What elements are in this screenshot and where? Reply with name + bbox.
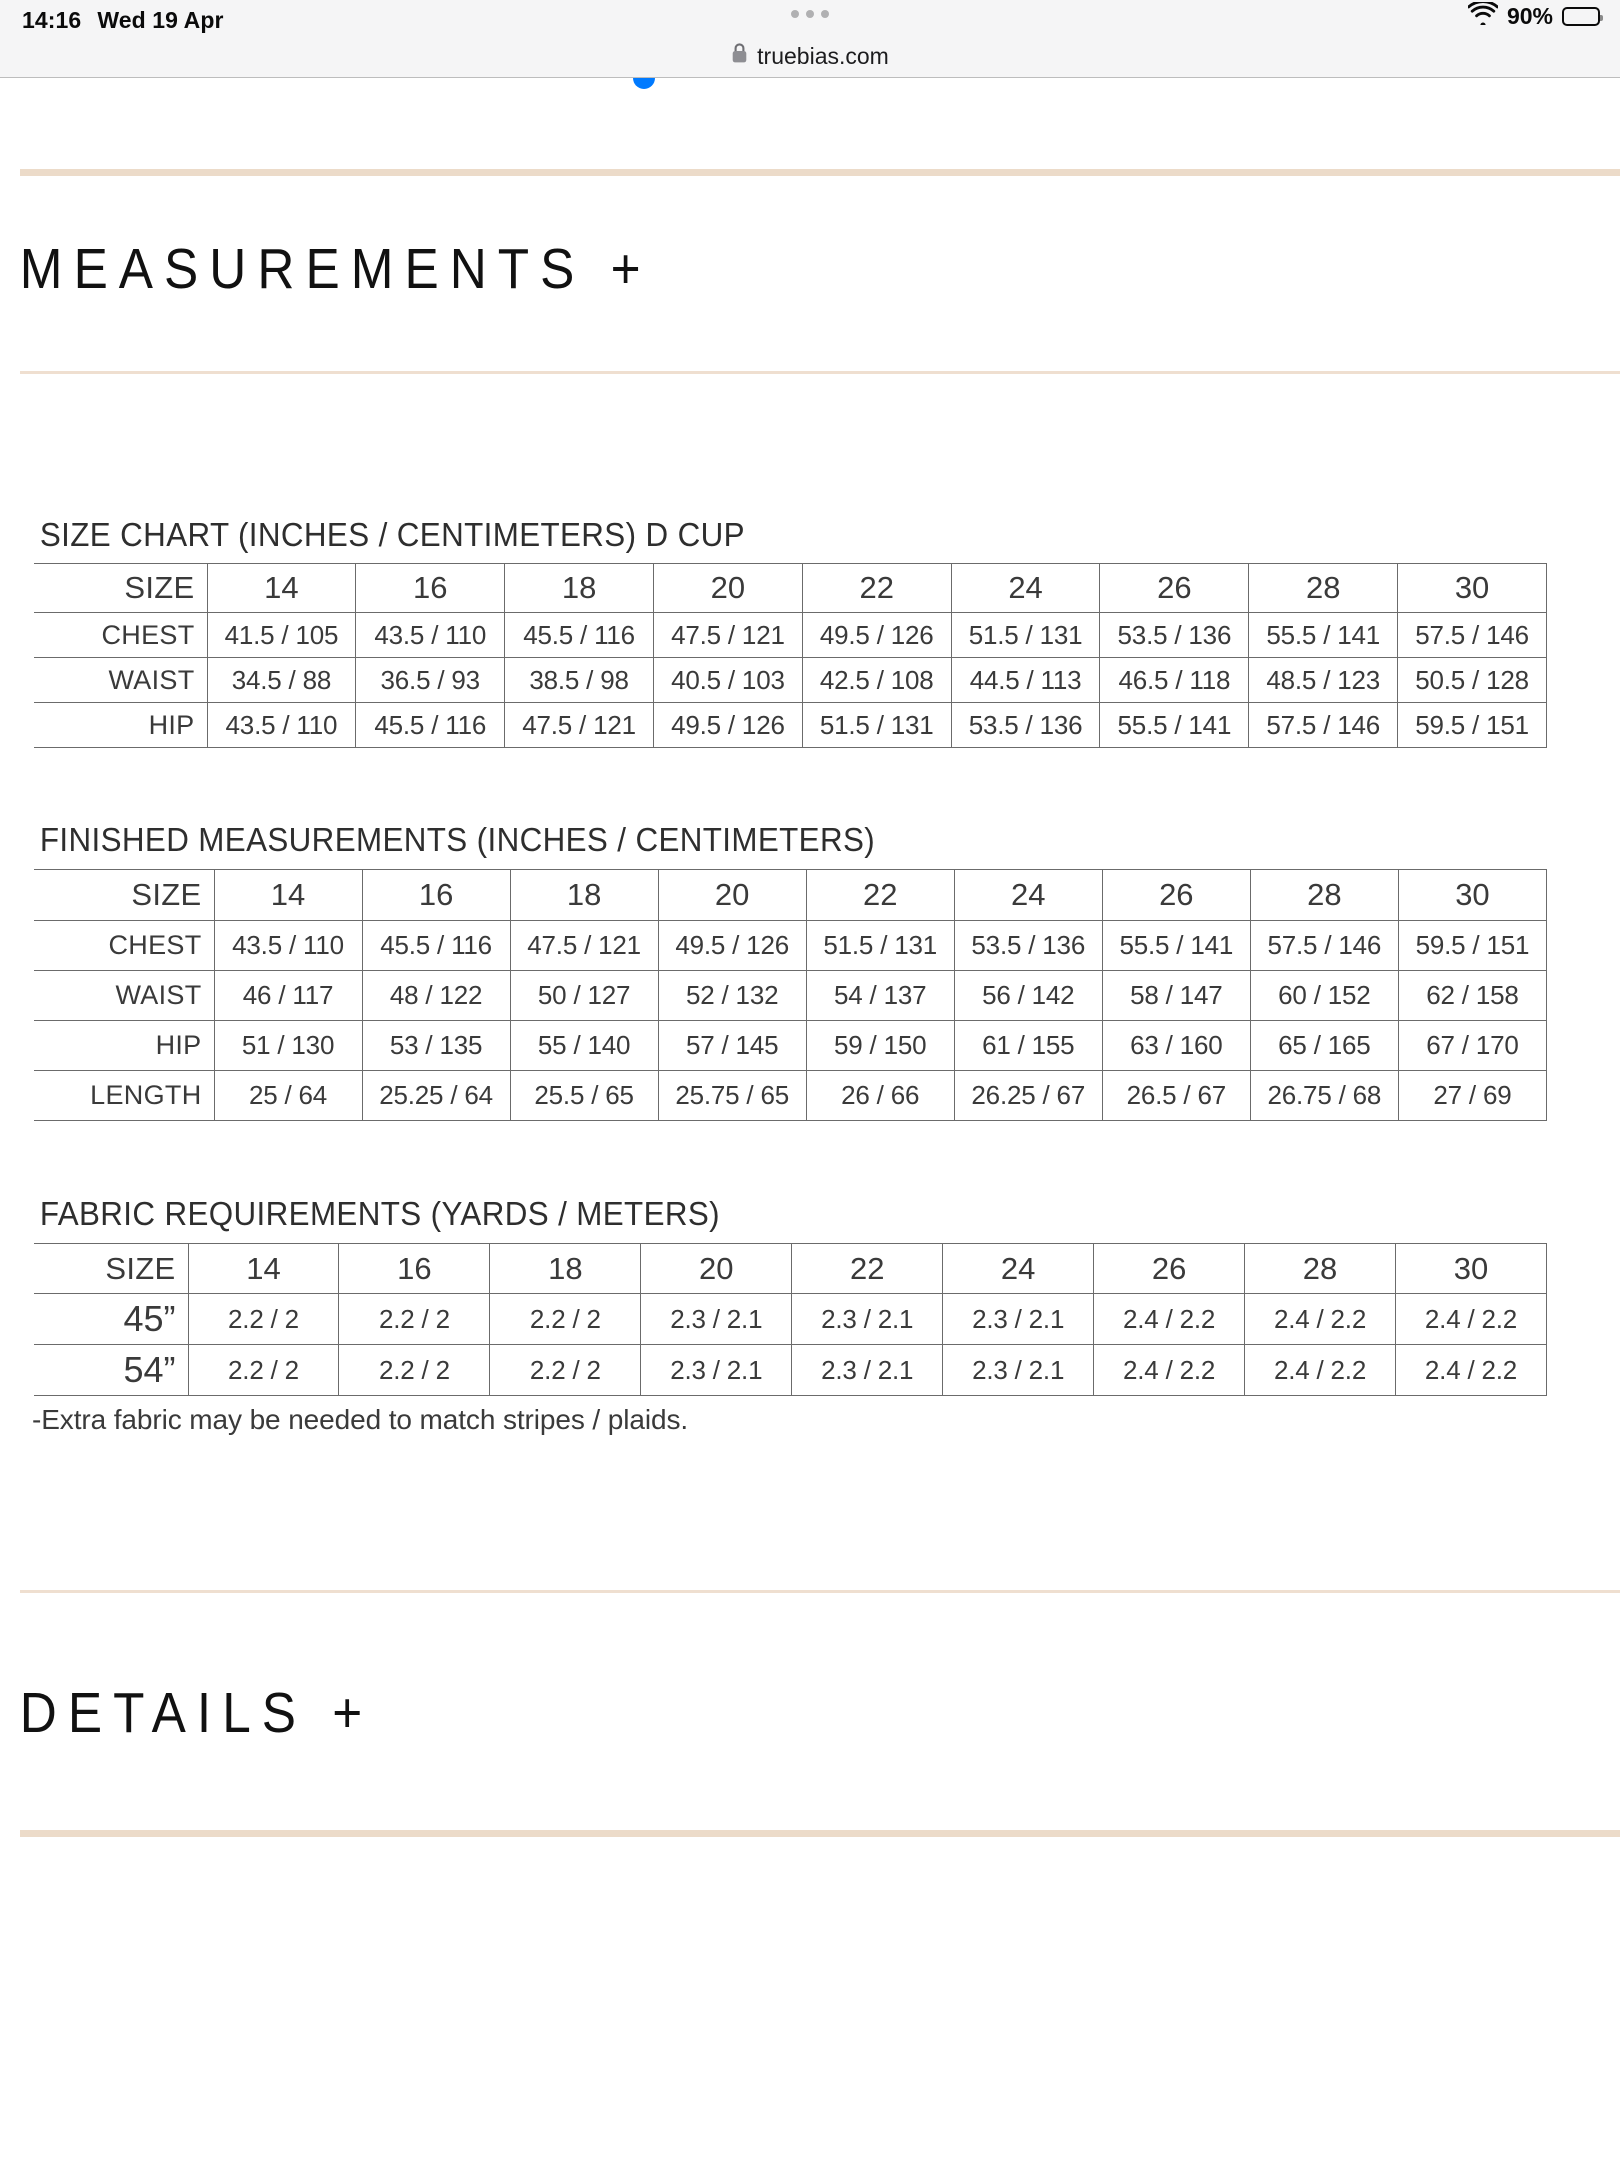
browser-chrome	[0, 0, 1620, 78]
cell: 52 / 132	[658, 971, 806, 1021]
cell: 2.3 / 2.1	[792, 1345, 943, 1396]
dot	[791, 10, 799, 18]
cell: 43.5 / 110	[207, 703, 356, 748]
cell: 63 / 160	[1102, 1021, 1250, 1071]
divider-bottom	[20, 1830, 1620, 1837]
col-header: 26	[1100, 564, 1249, 613]
cell: 26.25 / 67	[954, 1071, 1102, 1121]
table-header-row	[34, 564, 1547, 613]
cell: 47.5 / 121	[505, 703, 654, 748]
col-header: 24	[954, 870, 1102, 921]
corner-label: SIZE	[34, 1244, 188, 1294]
cell: 25 / 64	[214, 1071, 362, 1121]
section-title-finished-measurements: FINISHED MEASUREMENTS (INCHES / CENTIMETERS)	[39, 821, 876, 858]
cell: 44.5 / 113	[951, 658, 1100, 703]
cell: 2.2 / 2	[490, 1294, 641, 1345]
address-bar[interactable]	[0, 36, 1620, 76]
table-row	[34, 1021, 1547, 1071]
cell: 2.4 / 2.2	[1094, 1294, 1245, 1345]
col-header: 26	[1094, 1244, 1245, 1294]
accordion-measurements[interactable]: MEASUREMENTS +	[19, 237, 652, 301]
cell: 48.5 / 123	[1249, 658, 1398, 703]
col-header: 30	[1398, 564, 1547, 613]
table-row	[34, 613, 1547, 658]
cell: 25.25 / 64	[362, 1071, 510, 1121]
cell: 45.5 / 116	[505, 613, 654, 658]
cell: 53.5 / 136	[1100, 613, 1249, 658]
col-header: 18	[510, 870, 658, 921]
cell: 45.5 / 116	[362, 921, 510, 971]
cell: 26.75 / 68	[1250, 1071, 1398, 1121]
col-header: 20	[658, 870, 806, 921]
cell: 50.5 / 128	[1398, 658, 1547, 703]
cell: 2.4 / 2.2	[1396, 1294, 1547, 1345]
row-label: LENGTH	[34, 1071, 214, 1121]
cell: 43.5 / 110	[356, 613, 505, 658]
url-display[interactable]	[731, 42, 889, 70]
col-header: 16	[356, 564, 505, 613]
cell: 2.4 / 2.2	[1245, 1345, 1396, 1396]
section-title-fabric-requirements: FABRIC REQUIREMENTS (YARDS / METERS)	[39, 1195, 720, 1232]
cell: 54 / 137	[806, 971, 954, 1021]
cell: 46 / 117	[214, 971, 362, 1021]
dot	[806, 10, 814, 18]
cell: 53 / 135	[362, 1021, 510, 1071]
col-header: 14	[188, 1244, 339, 1294]
cell: 2.2 / 2	[490, 1345, 641, 1396]
cell: 2.2 / 2	[188, 1294, 339, 1345]
row-label: 45”	[34, 1294, 188, 1345]
cell: 59 / 150	[806, 1021, 954, 1071]
table-row	[34, 921, 1547, 971]
table-header-row	[34, 1244, 1547, 1294]
cell: 53.5 / 136	[951, 703, 1100, 748]
battery-percent-label: 90%	[1506, 3, 1553, 29]
col-header: 18	[490, 1244, 641, 1294]
col-header: 14	[214, 870, 362, 921]
col-header: 14	[207, 564, 356, 613]
col-header: 22	[802, 564, 951, 613]
cell: 55.5 / 141	[1100, 703, 1249, 748]
cell: 51 / 130	[214, 1021, 362, 1071]
row-label: WAIST	[34, 971, 214, 1021]
dot	[821, 10, 829, 18]
col-header: 22	[806, 870, 954, 921]
status-time: 14:16	[22, 6, 82, 33]
lock-icon	[731, 42, 748, 70]
col-header: 22	[792, 1244, 943, 1294]
ios-status-bar	[0, 0, 1620, 40]
cell: 48 / 122	[362, 971, 510, 1021]
fabric-footnote: -Extra fabric may be needed to match stripes / plaids.	[32, 1404, 689, 1435]
row-label: CHEST	[34, 613, 207, 658]
col-header: 28	[1245, 1244, 1396, 1294]
col-header: 28	[1249, 564, 1398, 613]
table-row	[34, 1294, 1547, 1345]
col-header: 24	[951, 564, 1100, 613]
cell: 47.5 / 121	[653, 613, 802, 658]
fabric-requirements-table	[34, 1243, 1547, 1396]
row-label: 54”	[34, 1345, 188, 1396]
page-content	[0, 78, 1620, 1837]
row-label: HIP	[34, 1021, 214, 1071]
col-header: 30	[1398, 870, 1546, 921]
col-header: 16	[339, 1244, 490, 1294]
cell: 26 / 66	[806, 1071, 954, 1121]
cell: 38.5 / 98	[505, 658, 654, 703]
table-row	[34, 1071, 1547, 1121]
cell: 2.3 / 2.1	[943, 1294, 1094, 1345]
cell: 47.5 / 121	[510, 921, 658, 971]
corner-label: SIZE	[34, 870, 214, 921]
status-bar-left	[22, 7, 224, 34]
col-header: 28	[1250, 870, 1398, 921]
row-label: HIP	[34, 703, 207, 748]
status-date: Wed 19 Apr	[97, 6, 224, 33]
cell: 36.5 / 93	[356, 658, 505, 703]
size-chart-body	[34, 564, 1547, 748]
cell: 2.4 / 2.2	[1245, 1294, 1396, 1345]
cell: 59.5 / 151	[1398, 921, 1546, 971]
col-header: 20	[653, 564, 802, 613]
cell: 61 / 155	[954, 1021, 1102, 1071]
cell: 60 / 152	[1250, 971, 1398, 1021]
cell: 2.3 / 2.1	[641, 1294, 792, 1345]
accordion-details[interactable]: DETAILS +	[19, 1681, 374, 1745]
cell: 43.5 / 110	[214, 921, 362, 971]
cell: 51.5 / 131	[802, 703, 951, 748]
cell: 2.4 / 2.2	[1396, 1345, 1547, 1396]
cell: 53.5 / 136	[954, 921, 1102, 971]
col-header: 24	[943, 1244, 1094, 1294]
table-row	[34, 1345, 1547, 1396]
cell: 25.5 / 65	[510, 1071, 658, 1121]
table-row	[34, 971, 1547, 1021]
status-bar-right	[1468, 2, 1600, 31]
cell: 56 / 142	[954, 971, 1102, 1021]
cell: 67 / 170	[1398, 1021, 1546, 1071]
cell: 55 / 140	[510, 1021, 658, 1071]
cell: 49.5 / 126	[658, 921, 806, 971]
more-dots-icon[interactable]	[791, 10, 829, 18]
cell: 51.5 / 131	[951, 613, 1100, 658]
table-header-row	[34, 870, 1547, 921]
cell: 41.5 / 105	[207, 613, 356, 658]
cell: 65 / 165	[1250, 1021, 1398, 1071]
cell: 50 / 127	[510, 971, 658, 1021]
cell: 62 / 158	[1398, 971, 1546, 1021]
finished-measurements-table	[34, 869, 1547, 1121]
cell: 27 / 69	[1398, 1071, 1546, 1121]
table-row	[34, 703, 1547, 748]
url-text: truebias.com	[757, 42, 889, 69]
divider-top	[20, 169, 1620, 176]
cell: 49.5 / 126	[653, 703, 802, 748]
cell: 42.5 / 108	[802, 658, 951, 703]
cell: 58 / 147	[1102, 971, 1250, 1021]
col-header: 18	[505, 564, 654, 613]
battery-icon	[1562, 7, 1600, 26]
col-header: 26	[1102, 870, 1250, 921]
cell: 25.75 / 65	[658, 1071, 806, 1121]
size-chart-table	[34, 563, 1547, 748]
cell: 57.5 / 146	[1250, 921, 1398, 971]
cell: 46.5 / 118	[1100, 658, 1249, 703]
cell: 45.5 / 116	[356, 703, 505, 748]
cell: 2.4 / 2.2	[1094, 1345, 1245, 1396]
cell: 2.3 / 2.1	[792, 1294, 943, 1345]
cell: 55.5 / 141	[1102, 921, 1250, 971]
corner-label: SIZE	[34, 564, 207, 613]
fabric-requirements-body	[34, 1244, 1547, 1396]
table-row	[34, 658, 1547, 703]
wifi-icon	[1468, 2, 1498, 31]
cell: 2.3 / 2.1	[641, 1345, 792, 1396]
cell: 2.2 / 2	[188, 1345, 339, 1396]
col-header: 16	[362, 870, 510, 921]
cell: 57.5 / 146	[1398, 613, 1547, 658]
cell: 40.5 / 103	[653, 658, 802, 703]
row-label: WAIST	[34, 658, 207, 703]
col-header: 30	[1396, 1244, 1547, 1294]
finished-measurements-body	[34, 870, 1547, 1121]
cell: 26.5 / 67	[1102, 1071, 1250, 1121]
cell: 34.5 / 88	[207, 658, 356, 703]
cell: 57 / 145	[658, 1021, 806, 1071]
cell: 57.5 / 146	[1249, 703, 1398, 748]
row-label: CHEST	[34, 921, 214, 971]
cell: 49.5 / 126	[802, 613, 951, 658]
cell: 59.5 / 151	[1398, 703, 1547, 748]
cell: 2.3 / 2.1	[943, 1345, 1094, 1396]
col-header: 20	[641, 1244, 792, 1294]
cell: 2.2 / 2	[339, 1294, 490, 1345]
cell: 2.2 / 2	[339, 1345, 490, 1396]
cell: 51.5 / 131	[806, 921, 954, 971]
section-title-size-chart: SIZE CHART (INCHES / CENTIMETERS) D CUP	[39, 516, 745, 553]
cell: 55.5 / 141	[1249, 613, 1398, 658]
